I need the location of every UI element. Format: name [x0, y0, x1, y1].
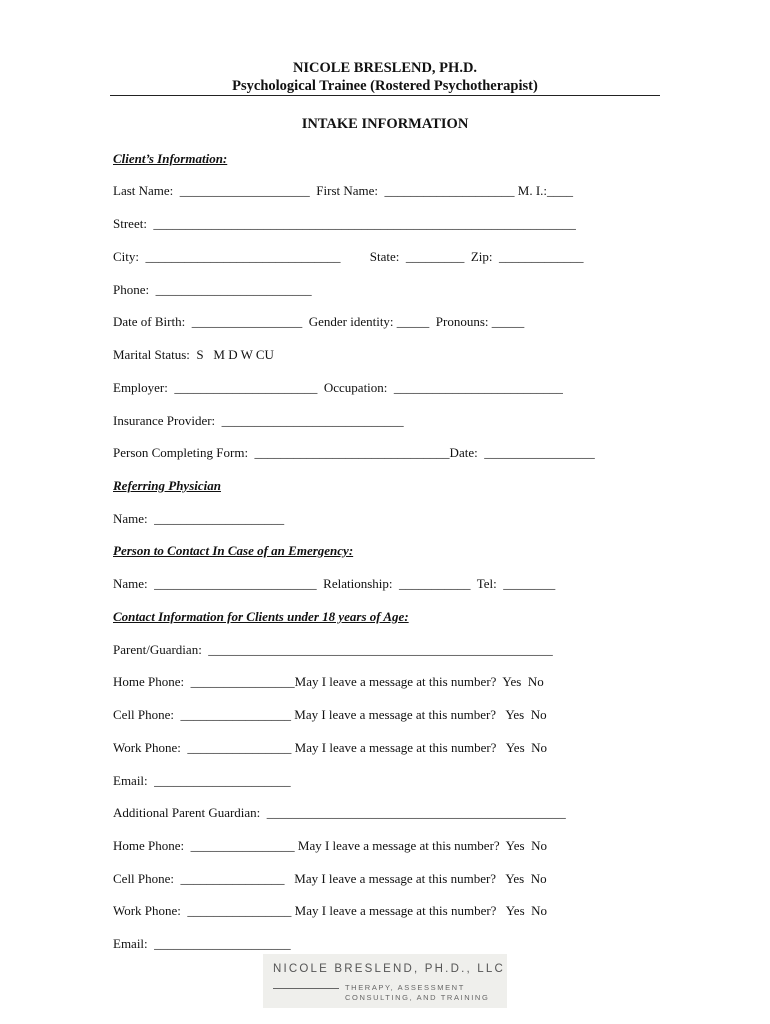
dob-gender-pronouns-fields[interactable]: Date of Birth: _________________ Gender identity: _____ Pronouns: _____: [113, 314, 525, 329]
additional-parent-guardian-field[interactable]: Additional Parent Guardian: ______________________________________________: [113, 805, 566, 820]
home-phone-field[interactable]: Home Phone: ________________May I leave a message at this number? Yes No: [113, 674, 544, 689]
additional-work-phone-field[interactable]: Work Phone: ________________ May I leave a message at this number? Yes No: [113, 903, 548, 918]
section-client-information: Client’s Information:: [113, 151, 228, 166]
person-completing-form-field[interactable]: Person Completing Form: ______________________________Date: _________________: [113, 445, 595, 460]
section-under-18-contact: Contact Information for Clients under 18 years of Age:: [113, 609, 409, 624]
email-field[interactable]: Email: _____________________: [113, 773, 291, 788]
marital-status-field[interactable]: Marital Status: S M D W CU: [113, 347, 274, 362]
header-divider: [110, 95, 660, 96]
form-title: INTAKE INFORMATION: [301, 116, 469, 132]
additional-cell-phone-field[interactable]: Cell Phone: ________________ May I leave a message at this number? Yes No: [113, 871, 547, 886]
street-field[interactable]: Street: _________________________________________________________________: [113, 216, 576, 231]
emergency-contact-fields[interactable]: Name: _________________________ Relationship: ___________ Tel: ________: [113, 576, 556, 591]
phone-field[interactable]: Phone: ________________________: [113, 282, 312, 297]
work-phone-field[interactable]: Work Phone: ________________ May I leave a message at this number? Yes No: [113, 740, 548, 755]
referring-physician-name-field[interactable]: Name: ____________________: [113, 511, 285, 526]
employer-occupation-fields[interactable]: Employer: ______________________ Occupation: __________________________: [113, 380, 563, 395]
logo-name: NICOLE BRESLEND, PH.D., LLC: [273, 963, 505, 975]
section-referring-physician: Referring Physician: [113, 478, 221, 493]
section-emergency-contact: Person to Contact In Case of an Emergency:: [113, 543, 354, 558]
practitioner-name: NICOLE BRESLEND, PH.D.: [292, 60, 478, 76]
logo-rule: [273, 988, 339, 989]
insurance-provider-field[interactable]: Insurance Provider: ____________________________: [113, 413, 404, 428]
parent-guardian-field[interactable]: Parent/Guardian: _____________________________________________________: [113, 642, 553, 657]
city-state-zip-fields[interactable]: City: ______________________________ State: _________ Zip: _____________: [113, 249, 584, 264]
additional-home-phone-field[interactable]: Home Phone: ________________ May I leave a message at this number? Yes No: [113, 838, 547, 853]
practice-logo: [263, 954, 507, 1008]
practitioner-title: Psychological Trainee (Rostered Psychotherapist): [232, 78, 538, 94]
client-name-fields[interactable]: Last Name: ____________________ First Name: ____________________ M. I.:____: [113, 183, 574, 198]
cell-phone-field[interactable]: Cell Phone: _________________ May I leave a message at this number? Yes No: [113, 707, 547, 722]
additional-email-field[interactable]: Email: _____________________: [113, 936, 291, 951]
logo-tagline-2: CONSULTING, AND TRAINING: [345, 993, 490, 1002]
logo-tagline-1: THERAPY, ASSESSMENT: [345, 983, 465, 992]
